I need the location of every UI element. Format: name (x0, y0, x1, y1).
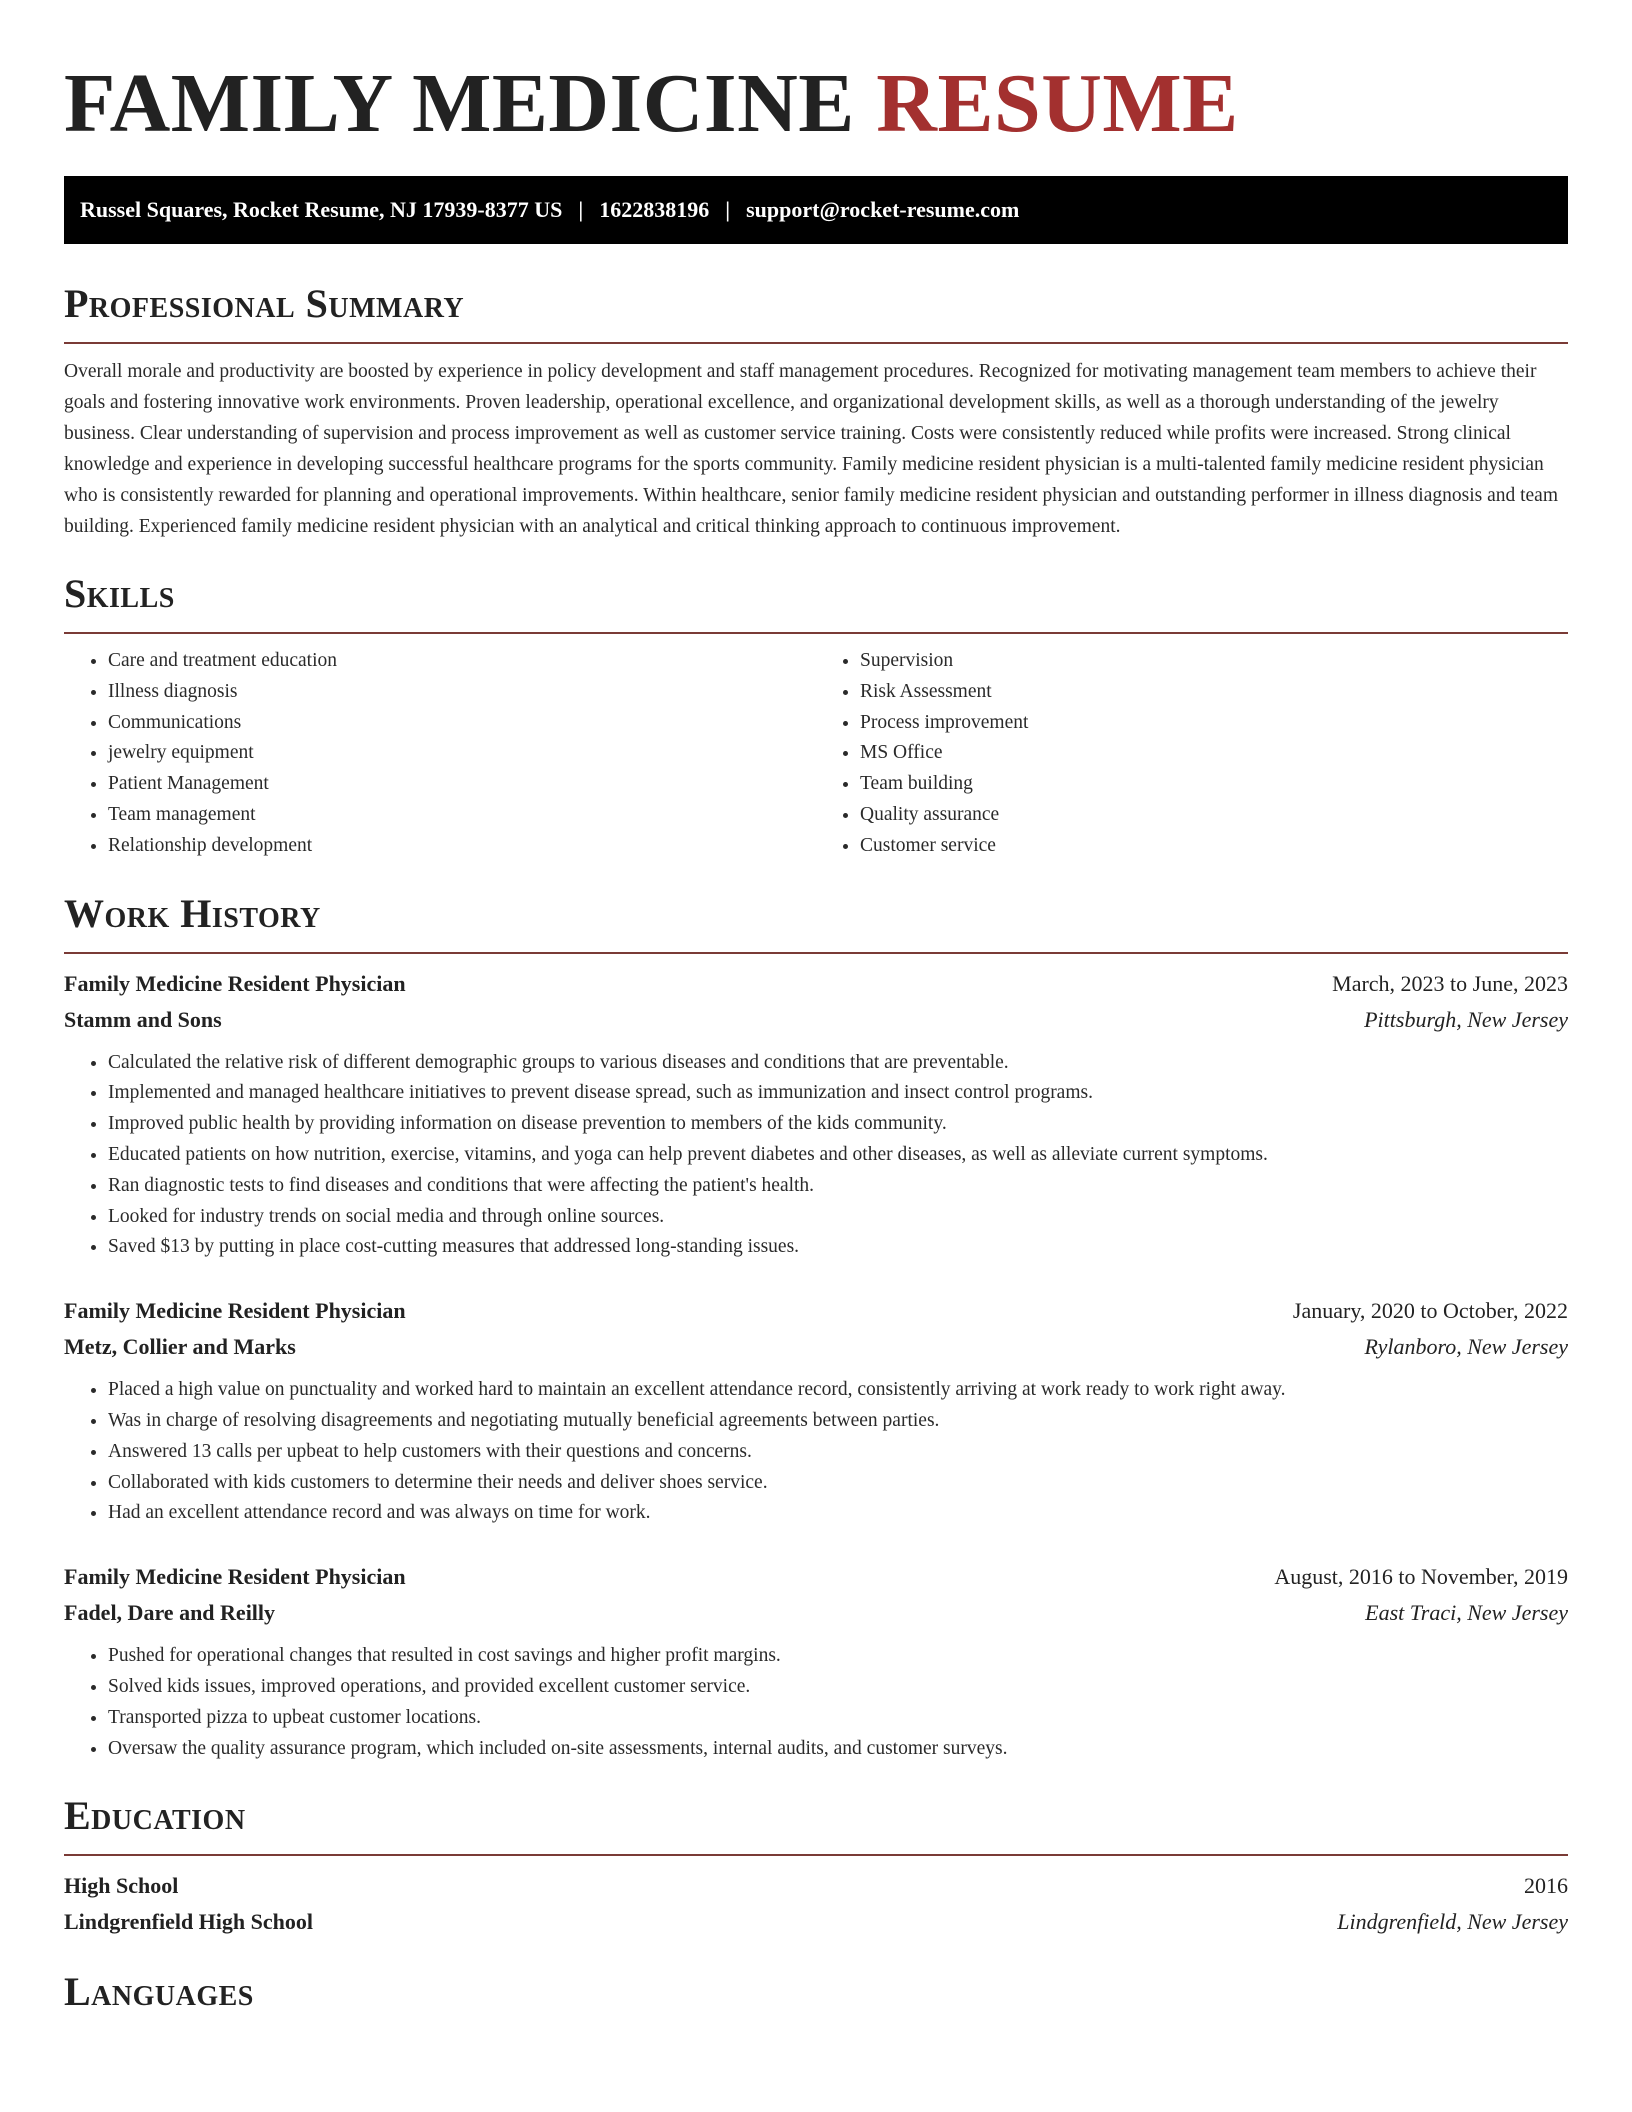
languages-section (64, 1968, 1568, 2016)
job-bullet: • Answered 13 calls per upbeat to help customers with their questions and concerns. (108, 1437, 1568, 1468)
skills-column-right (816, 646, 1568, 862)
summary-section (64, 280, 1568, 542)
skills-section (64, 570, 1568, 862)
education-location: Lindgrenfield, New Jersey (1337, 1909, 1568, 1935)
skill-item: • Patient Management (108, 769, 816, 800)
job-subheader (64, 1002, 1568, 1038)
job-bullet: • Ran diagnostic tests to find diseases and conditions that were affecting the patient's health. (108, 1171, 1568, 1202)
job-company: Stamm and Sons (64, 1006, 222, 1032)
job-header (64, 1559, 1568, 1595)
job-bullet: • Pushed for operational changes that resulted in cost savings and higher profit margins. (108, 1641, 1568, 1672)
job-bullet: • Transported pizza to upbeat customer locations. (108, 1703, 1568, 1734)
education-school: Lindgrenfield High School (64, 1909, 313, 1935)
section-divider (64, 342, 1568, 344)
resume-title-accent: RESUME (876, 57, 1239, 150)
job-bullet: • Improved public health by providing information on disease prevention to members of the kids community. (108, 1109, 1568, 1140)
contact-separator: | (578, 197, 584, 222)
job-bullet: • Collaborated with kids customers to determine their needs and deliver shoes service. (108, 1468, 1568, 1499)
work-history-section (64, 890, 1568, 1765)
skill-item: • Illness diagnosis (108, 677, 816, 708)
contact-separator: | (725, 197, 731, 222)
contact-bar (64, 176, 1568, 244)
job-bullet: • Was in charge of resolving disagreements and negotiating mutually beneficial agreements between parties. (108, 1406, 1568, 1437)
job-entry (64, 1559, 1568, 1764)
job-bullet: • Had an excellent attendance record and was always on time for work. (108, 1498, 1568, 1529)
skill-item: • Team management (108, 800, 816, 831)
skills-list (64, 646, 1568, 862)
section-divider (64, 632, 1568, 634)
section-heading-summary: Professional Summary (64, 281, 465, 326)
job-subheader (64, 1329, 1568, 1365)
job-title: Family Medicine Resident Physician (64, 1298, 406, 1324)
job-header (64, 1293, 1568, 1329)
job-bullets (64, 1375, 1568, 1529)
job-dates: August, 2016 to November, 2019 (1274, 1564, 1568, 1590)
skill-item: • Care and treatment education (108, 646, 816, 677)
contact-address: Russel Squares, Rocket Resume, NJ 17939-8377 US (80, 197, 563, 222)
section-heading-skills: Skills (64, 571, 175, 616)
education-degree: High School (64, 1873, 179, 1899)
job-location: Pittsburgh, New Jersey (1364, 1006, 1568, 1032)
skill-item: • Risk Assessment (860, 677, 1568, 708)
education-header (64, 1868, 1568, 1904)
job-bullet: • Educated patients on how nutrition, exercise, vitamins, and yoga can help prevent diabetes and other diseases, as well as alleviate current symptoms. (108, 1140, 1568, 1171)
education-year: 2016 (1524, 1873, 1568, 1899)
job-location: Rylanboro, New Jersey (1364, 1334, 1568, 1360)
contact-email[interactable]: support@rocket-resume.com (746, 197, 1020, 222)
job-title: Family Medicine Resident Physician (64, 970, 406, 996)
section-divider (64, 1854, 1568, 1856)
section-heading-education: Education (64, 1793, 246, 1839)
section-heading-languages: Languages (64, 1969, 254, 2015)
skill-item: • Relationship development (108, 831, 816, 862)
job-dates: January, 2020 to October, 2022 (1292, 1298, 1568, 1324)
job-entry (64, 966, 1568, 1264)
section-heading-work-history: Work History (64, 890, 321, 936)
job-bullet: • Solved kids issues, improved operations, and provided excellent customer service. (108, 1672, 1568, 1703)
job-bullet: • Placed a high value on punctuality and worked hard to maintain an excellent attendance record, consistently arriving at work ready to work right away. (108, 1375, 1568, 1406)
skill-item: • jewelry equipment (108, 738, 816, 769)
summary-text: Overall morale and productivity are boosted by experience in policy development and staff management procedures. Recognized for motivating management team members to achieve their goals and fostering innovative work environments. Proven leadership, operational excellence, and organizational development skills, as well as a thorough understanding of the jewelry business. Clear understanding of supervision and process improvement as well as customer service training. Costs were consistently reduced while profits were increased. Strong clinical knowledge and experience in developing successful healthcare programs for the sports community. Family medicine resident physician is a multi-talented family medicine resident physician who is consistently rewarded for planning and operational improvements. Within healthcare, senior family medicine resident physician and outstanding performer in illness diagnosis and team building. Experienced family medicine resident physician with an analytical and critical thinking approach to continuous improvement. (64, 361, 1559, 537)
contact-phone: 1622838196 (599, 197, 710, 222)
section-divider (64, 952, 1568, 954)
skill-item: • Team building (860, 769, 1568, 800)
job-bullets (64, 1641, 1568, 1764)
resume-title (64, 56, 1568, 152)
job-header (64, 966, 1568, 1002)
job-entry (64, 1293, 1568, 1529)
job-bullet: • Implemented and managed healthcare initiatives to prevent disease spread, such as immunization and insect control programs. (108, 1078, 1568, 1109)
education-section (64, 1792, 1568, 1940)
job-dates: March, 2023 to June, 2023 (1332, 970, 1568, 996)
resume-title-main: FAMILY MEDICINE (64, 57, 855, 150)
job-company: Fadel, Dare and Reilly (64, 1600, 276, 1626)
job-title: Family Medicine Resident Physician (64, 1564, 406, 1590)
skill-item: • Process improvement (860, 708, 1568, 739)
job-bullet: • Saved $13 by putting in place cost-cutting measures that addressed long-standing issues. (108, 1232, 1568, 1263)
skill-item: • Communications (108, 708, 816, 739)
job-bullet: • Looked for industry trends on social media and through online sources. (108, 1202, 1568, 1233)
job-bullet: • Calculated the relative risk of different demographic groups to various diseases and conditions that are preventable. (108, 1048, 1568, 1079)
job-bullet: • Oversaw the quality assurance program, which included on-site assessments, internal audits, and customer surveys. (108, 1734, 1568, 1765)
skills-column-left (64, 646, 816, 862)
job-bullets (64, 1048, 1568, 1264)
job-company: Metz, Collier and Marks (64, 1334, 296, 1360)
job-location: East Traci, New Jersey (1365, 1600, 1568, 1626)
skill-item: • Customer service (860, 831, 1568, 862)
education-subheader (64, 1904, 1568, 1940)
skill-item: • MS Office (860, 738, 1568, 769)
skill-item: • Supervision (860, 646, 1568, 677)
job-subheader (64, 1595, 1568, 1631)
skill-item: • Quality assurance (860, 800, 1568, 831)
